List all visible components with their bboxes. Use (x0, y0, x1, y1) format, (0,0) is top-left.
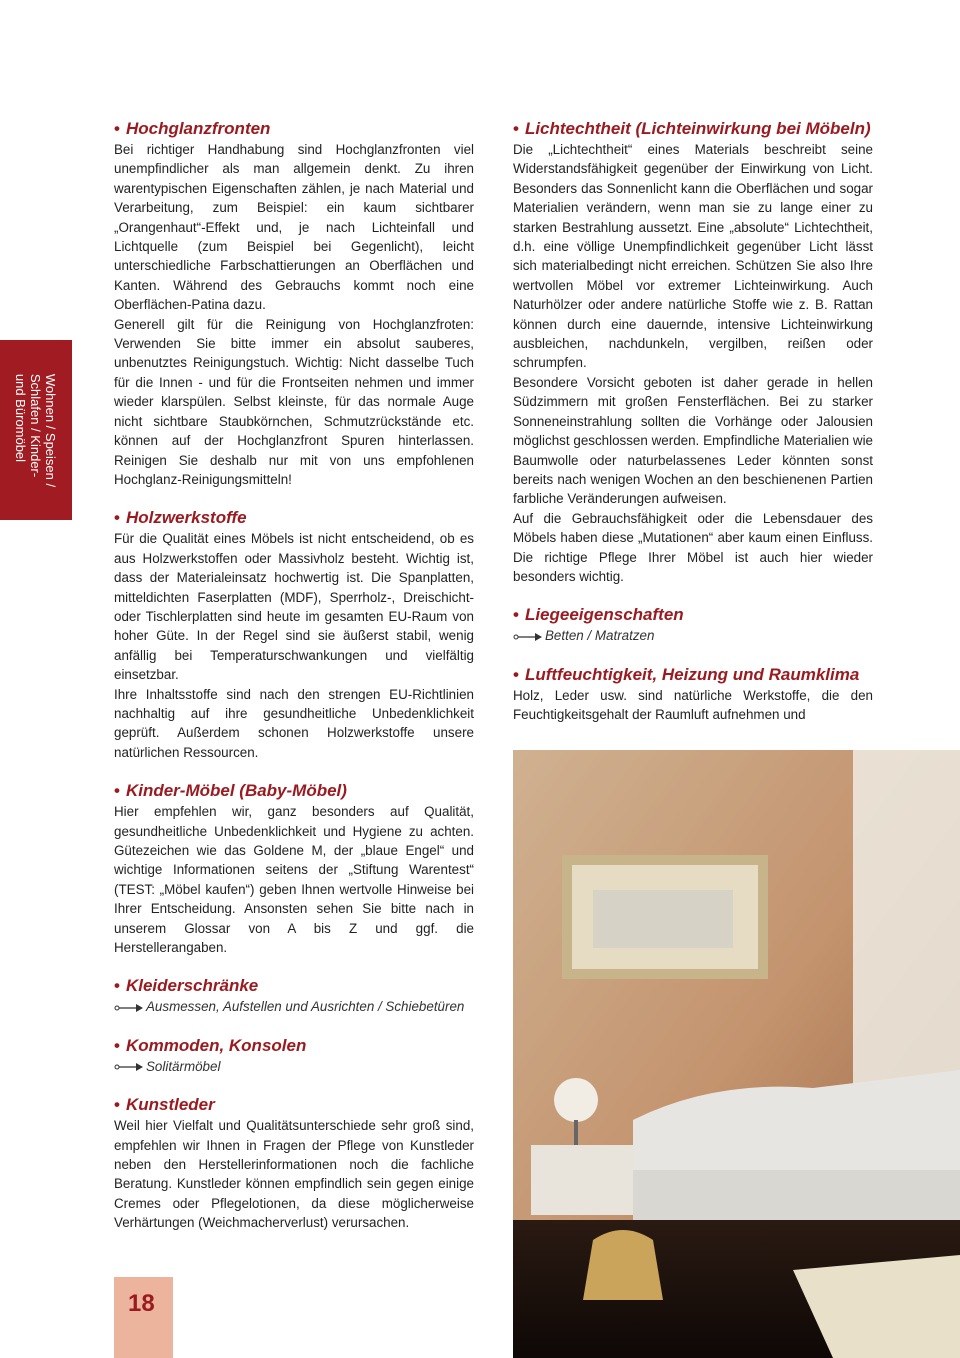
paragraph: Generell gilt für die Reinigung von Hochglanzfroten: Verwenden Sie bitte immer ein absolut sauberes, unbenutztes Reinigungstuch. Wichtig: Nicht dasselbe Tuch für die Innen - und für die Frontseiten nehmen und immer wieder klarspülen. Selbst kleinste, für das normale Auge nicht sichtbare Staubkörnchen, Schmutzrückstände etc. können auf der Hochglanzfront Spuren hinterlassen. Reinigen Sie deshalb nur mit von uns empfohlenen Hochglanz-Reinigungsmitteln! (114, 316, 474, 487)
left-column (114, 118, 474, 1251)
paragraph: Für die Qualität eines Möbels ist nicht entscheidend, ob es aus Holzwerkstoffen oder Massivholz besteht. Wichtig ist, dass der Materialeinsatz hochwertig ist. Die Spanplatten, mitteldichten Faserplatten (MDF), Sperrholz-, Dreischicht- oder Tischlerplatten sind heute im gesamten EU-Raum von hoher Güte. In der Regel sind sie äußerst stabil, wenig anfällig bei Temperaturschwankungen und vielfältig einsetzbar. (114, 531, 474, 683)
bullet-icon: • (114, 1035, 120, 1055)
living-room-illustration (513, 750, 960, 1358)
cross-reference[interactable] (114, 1057, 474, 1076)
bullet-icon: • (114, 508, 120, 528)
section-heading (513, 118, 873, 140)
cross-reference[interactable] (513, 626, 873, 645)
section-heading (114, 118, 474, 140)
chapter-tab-line: und Büromöbel (13, 373, 29, 462)
chapter-tab-line: Schlafen / Kinder- (28, 373, 44, 477)
cross-reference[interactable] (114, 997, 474, 1016)
section-heading-text: Luftfeuchtigkeit, Heizung und Raumklima (524, 664, 860, 684)
bullet-icon: • (513, 664, 519, 684)
bullet-icon: • (114, 976, 120, 996)
paragraph: Auf die Gebrauchsfähigkeit oder die Lebensdauer des Möbels haben diese „Mutationen“ aber kaum einen Einfluss. Die richtige Pflege Ihrer Möbel ist auch hier wieder besonders wichtig. (513, 510, 873, 584)
paragraph: Weil hier Vielfalt und Qualitätsunterschiede sehr groß sind, empfehlen wir Ihnen in Fragen der Pflege von Kunstleder neben den Herstellerinformationen noch die fachliche Beratung. Kunstleder können empfindlich sein gegen einige Cremes oder Pflegelotionen, da diese möglicherweise Verhärtungen (Weichmacherverlust) verursachen. (114, 1118, 474, 1231)
paragraph: Besondere Vorsicht geboten ist daher gerade in hellen Südzimmern mit großen Fensterflächen. Bei zu starker Sonneneinstrahlung sollten die Vorhänge oder Jalousien möglichst geschlossen werden. Empfindliche Materialien wie Baumwolle oder naturbelassenes Leder könnten sonst bereits nach wenigen Wochen an den beschienenen Partien farbliche Veränderungen aufweisen. (513, 374, 873, 507)
section-heading-text: Kunstleder (125, 1095, 215, 1115)
arrow-right-icon (114, 1003, 144, 1013)
paragraph: Holz, Leder usw. sind natürliche Werkstoffe, die den Feuchtigkeitsgehalt der Raumluft aufnehmen und (513, 687, 873, 723)
section-hochglanzfronten (114, 118, 474, 489)
section-heading-text: Kleiderschränke (125, 976, 259, 996)
section-heading-text: Hochglanzfronten (125, 119, 271, 138)
cross-reference-text: Betten / Matratzen (545, 628, 655, 644)
right-column (513, 118, 873, 743)
section-heading (114, 1094, 474, 1116)
paragraph: Die „Lichtechtheit“ eines Materials beschreibt seine Widerstandsfähigkeit gegenüber der Einwirkung von Licht. Besonders das Sonnenlicht kann die Oberflächen und sogar Materialien verändern, wenn man sie zu lange einer zu starken Bestrahlung aussetzt. Eine „absolute“ Lichtechtheit, d.h. eine völlige Unempfindlichkeit gegenüber Licht lässt sich materialbedingt nicht erreichen. Schützen Sie also Ihre wertvollen Möbel vor extremer Lichteinwirkung. Auch Naturhölzer oder andere natürliche Stoffe wie z. B. Rattan können durch eine dauernde, intensive Lichteinwirkung ausbleichen, nachdunkeln, vergilben, reißen oder schrumpfen. (513, 142, 873, 371)
paragraph: Ihre Inhaltsstoffe sind nach den strengen EU-Richtlinien nachhaltig auf ihre gesundheitliche Unbedenklichkeit geprüft. Außerdem schonen Holzwerkstoffe unsere natürlichen Ressourcen. (114, 686, 474, 760)
section-heading (114, 507, 474, 529)
bullet-icon: • (114, 119, 120, 138)
chapter-tab-label (14, 373, 59, 486)
bullet-icon: • (114, 1095, 120, 1115)
section-luftfeuchtigkeit (513, 664, 873, 725)
page-number: 18 (128, 1290, 155, 1317)
section-heading-text: Holzwerkstoffe (125, 508, 247, 528)
paragraph: Hier empfehlen wir, ganz besonders auf Qualität, gesundheitliche Unbedenklichkeit und Hygiene zu achten. Gütezeichen wie das Goldene M, der „blaue Engel“ und wichtige Informationen seitens der „Stiftung Warentest“ (TEST: „Möbel kaufen“) geben Ihnen wertvolle Hinweise bei Ihrer Entscheidung. Ansonsten sehen Sie bitte nach in unserem Glossar von A bis Z und ggf. die Herstellerangaben. (114, 804, 474, 956)
section-heading-text: Kommoden, Konsolen (125, 1035, 307, 1055)
bullet-icon: • (513, 605, 519, 625)
bullet-icon: • (513, 119, 519, 138)
section-liegeeigenschaften (513, 604, 873, 645)
chapter-tab (0, 340, 72, 520)
cross-reference-text: Ausmessen, Aufstellen und Ausrichten / Schiebetüren (146, 999, 465, 1015)
section-heading-text: Kinder-Möbel (Baby-Möbel) (125, 781, 347, 801)
section-heading (513, 664, 873, 686)
section-kommoden (114, 1035, 474, 1076)
section-kleiderschraenke (114, 975, 474, 1016)
chapter-tab-line: Wohnen / Speisen / (43, 373, 59, 487)
section-heading (114, 780, 474, 802)
section-heading (513, 604, 873, 626)
cross-reference-text: Solitärmöbel (146, 1058, 221, 1074)
section-heading (114, 1035, 474, 1057)
section-heading (114, 975, 474, 997)
section-heading-text: Liegeeigenschaften (524, 605, 684, 625)
arrow-right-icon (513, 632, 543, 642)
bullet-icon: • (114, 781, 120, 801)
section-kunstleder (114, 1094, 474, 1232)
section-heading-text: Lichtechtheit (Lichteinwirkung bei Möbeln) (524, 119, 871, 138)
section-lichtechtheit (513, 118, 873, 586)
paragraph: Bei richtiger Handhabung sind Hochglanzfronten viel unempfindlicher als man allgemein denkt. Zu ihren warentypischen Eigenschaften zählen, je nach Material und Verarbeitung, zum Beispiel: ein kaum sichtbarer „Orangenhaut“-Effekt und, je nach Lichteinfall und Lichtquelle (zum Beispiel bei Gegenlicht), leicht unterschiedliche Farbschattierungen an Oberflächen und Kanten. Während des Gebrauchs kommt noch eine Oberflächen-Patina dazu. (114, 142, 474, 313)
living-room-photo (513, 750, 960, 1358)
section-holzwerkstoffe (114, 507, 474, 762)
arrow-right-icon (114, 1062, 144, 1072)
section-kinder-moebel (114, 780, 474, 957)
